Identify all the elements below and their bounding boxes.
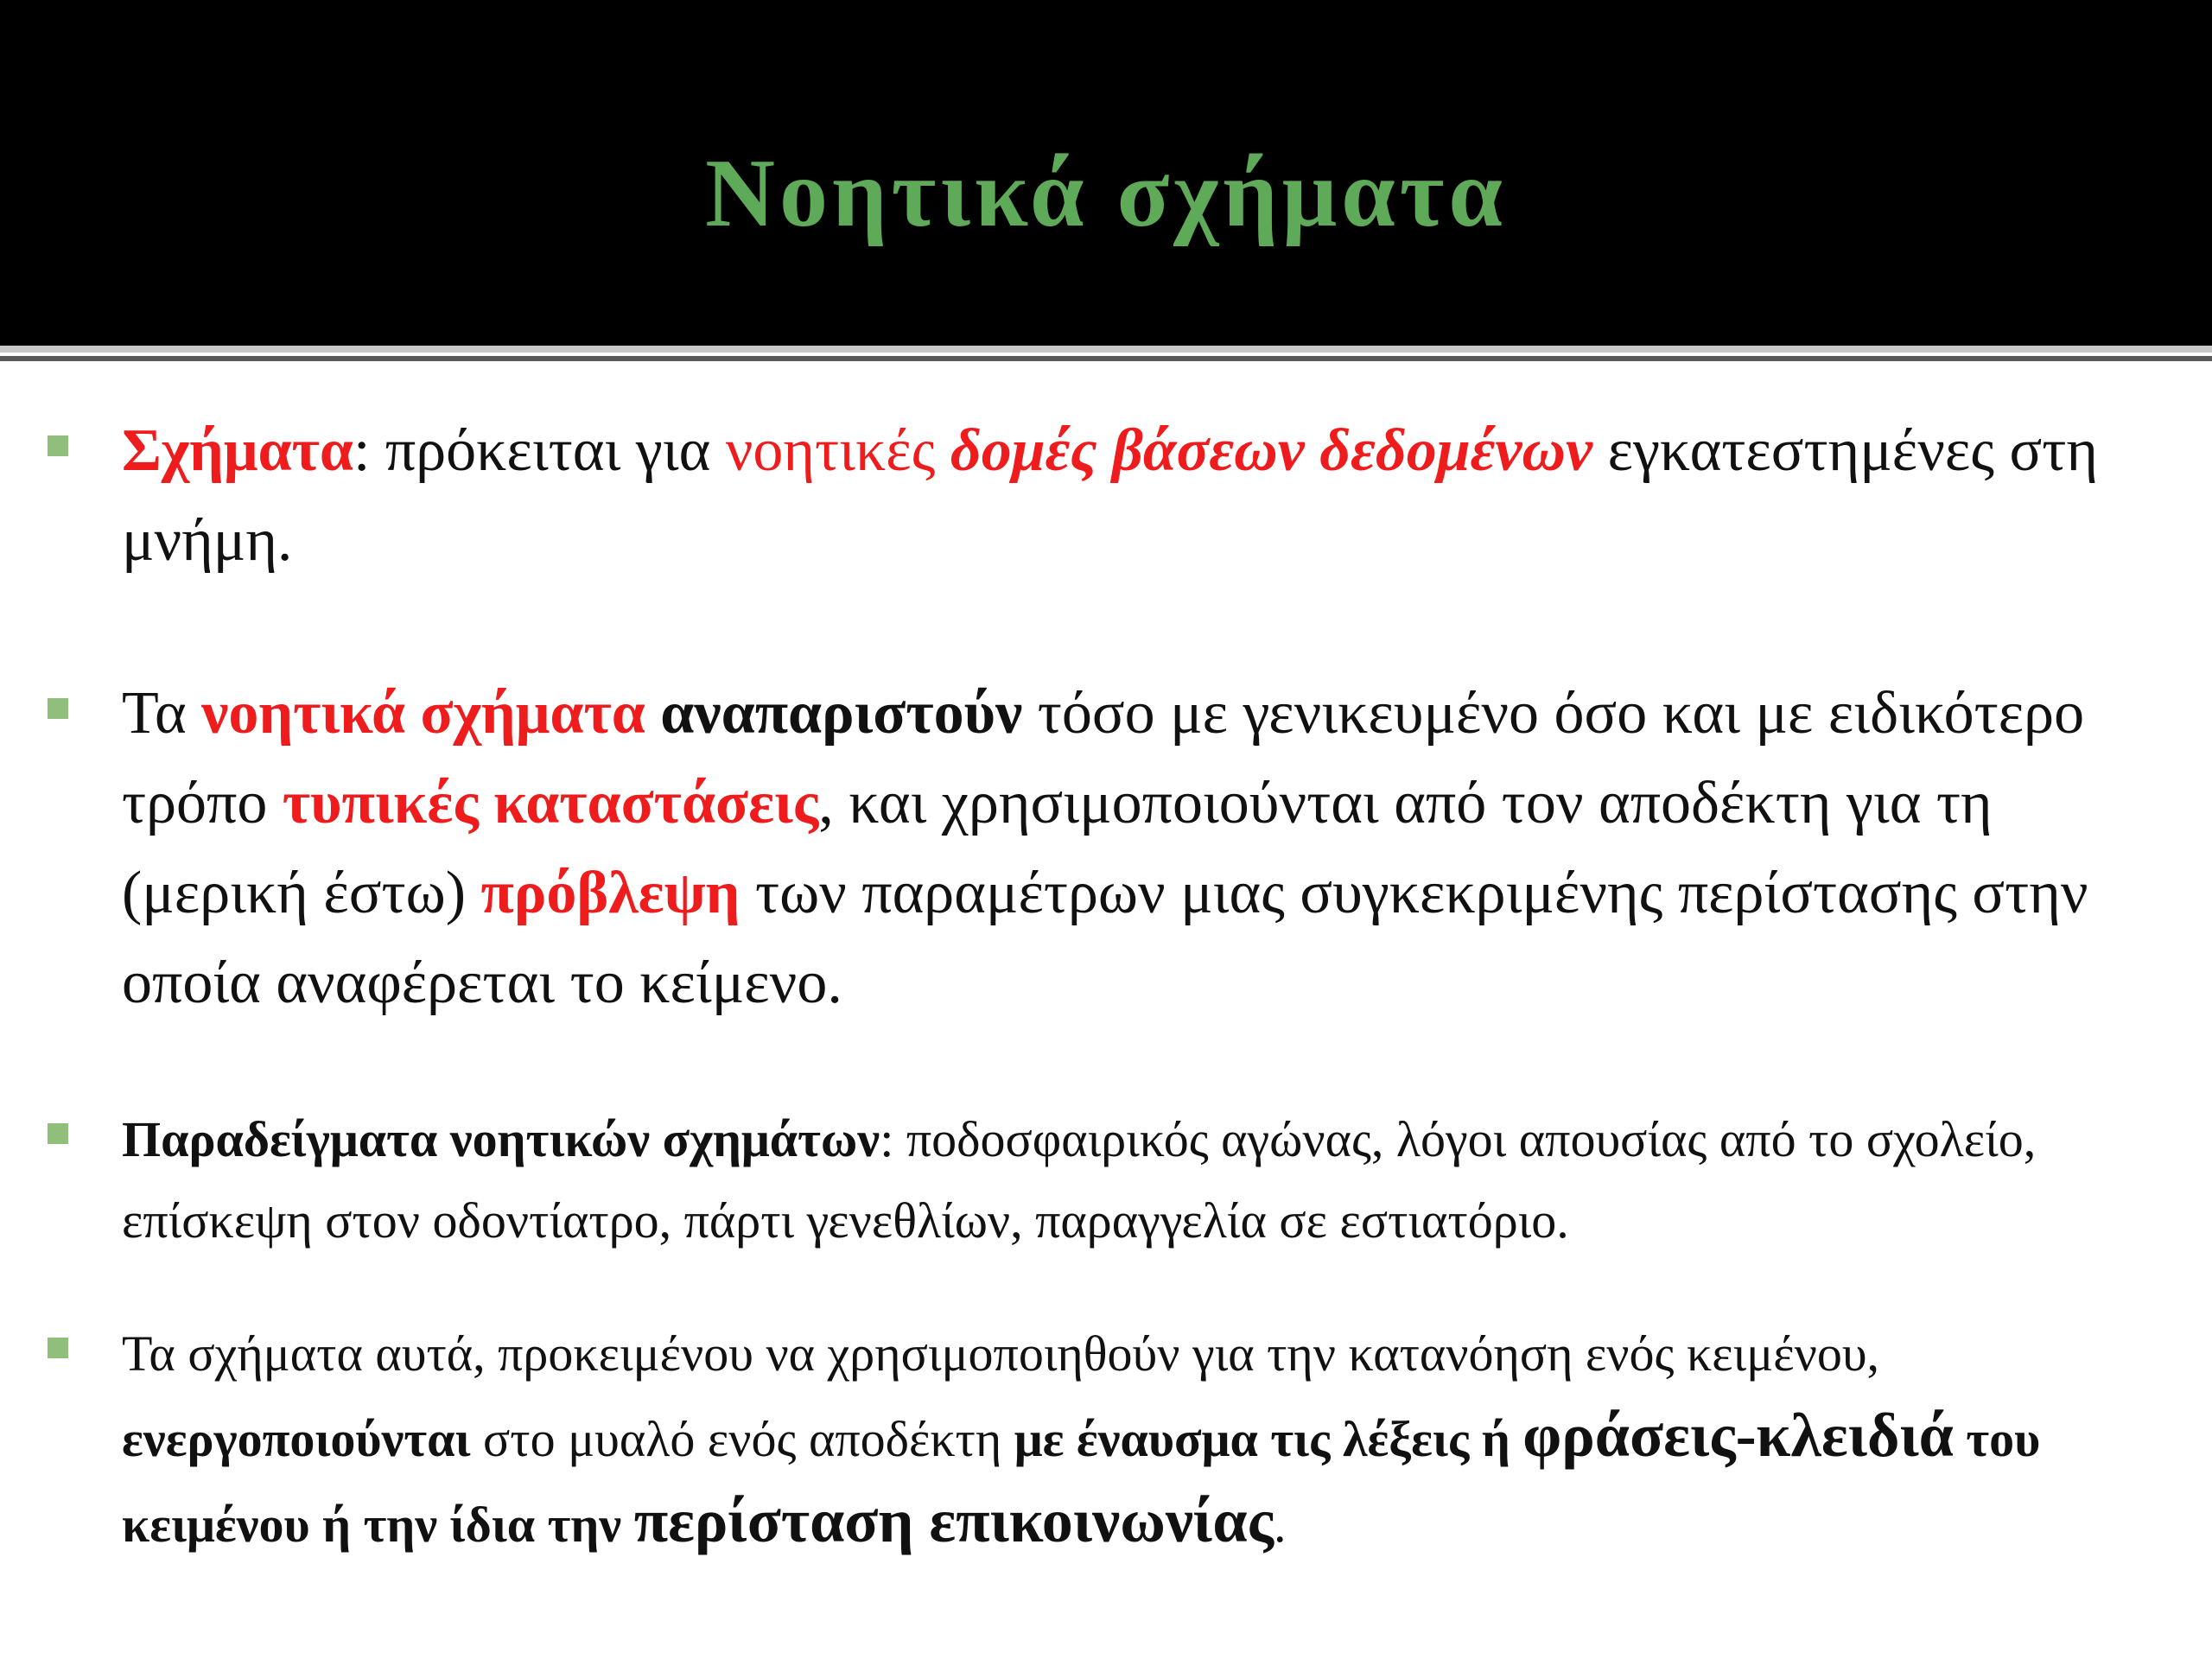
divider-light [0, 346, 2212, 353]
title-bar [0, 0, 2212, 346]
square-bullet-icon [48, 1338, 68, 1358]
emphasis-database-structures: δομές βάσεων δεδομένων [950, 417, 1593, 484]
term-schemas: Σχήματα [122, 417, 353, 484]
bullet-text: Τα σχήματα αυτά, προκειμένου να χρησιμοποιηθούν για την κατανόηση ενός κειμένου, ενεργοποιούνται στο μυαλό ενός αποδέκτη με έναυσμα τις λέξεις ή φράσεις-κλειδιά του κειμένου ή την ίδια την περίσταση επικοινωνίας. [122, 1325, 2041, 1555]
divider-dark [0, 356, 2212, 361]
square-bullet-icon [48, 435, 68, 456]
slide-title: Νοητικά σχήματα [705, 140, 1507, 247]
bullet-text: Σχήματα: πρόκειται για νοητικές δομές βάσεων δεδομένων εγκατεστημένες στη μνήμη. [122, 417, 2098, 574]
bullet-text: Παραδείγματα νοητικών σχημάτων: ποδοσφαιρικός αγώνας, λόγοι απουσίας από το σχολείο, επίσκεψη στον οδοντίατρο, πάρτι γενεθλίων, παραγγελία σε εστιατόριο. [122, 1111, 2037, 1249]
bullet-text: Τα νοητικά σχήματα αναπαριστούν τόσο με γενικευμένο όσο και με ειδικότερο τρόπο τυπικές καταστάσεις, και χρησιμοποιούνται από τον αποδέκτη για τη (μερική έστω) πρόβλεψη των παραμέτρων μιας συγκεκριμένης περίστασης στην οποία αναφέρεται το κείμενο. [122, 680, 2088, 1016]
square-bullet-icon [48, 1123, 68, 1144]
square-bullet-icon [48, 698, 68, 719]
